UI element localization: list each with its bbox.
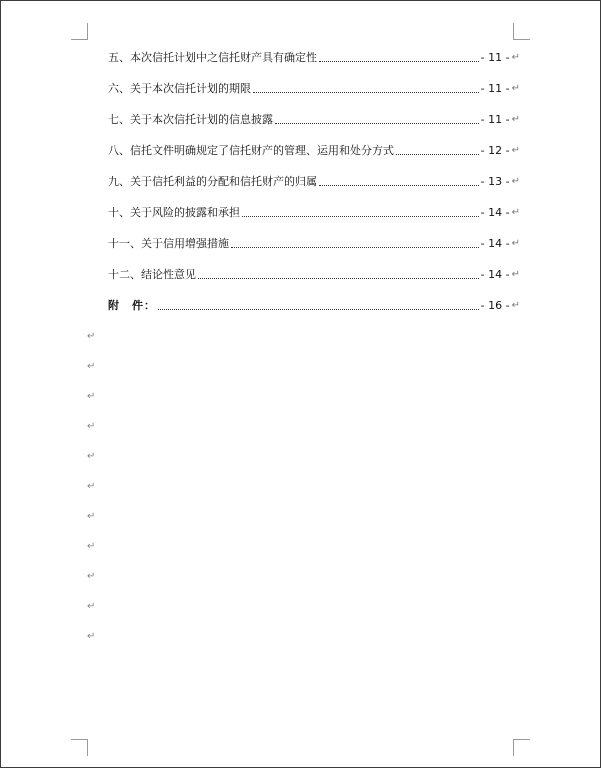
toc-leader: [231, 246, 479, 248]
paragraph-mark: ↵: [511, 83, 520, 94]
toc-entry-title: 六、关于本次信托计划的期限: [108, 82, 251, 95]
toc-entry-title: 十二、结论性意见: [108, 268, 196, 281]
toc-entry-title: 十、关于风险的披露和承担: [108, 206, 240, 219]
toc-entry-page: - 14 -: [480, 268, 510, 281]
paragraph-mark: ↵: [511, 114, 520, 125]
toc-leader: [319, 184, 479, 186]
toc-entry-appendix[interactable]: [108, 297, 520, 313]
paragraph-mark: ↵: [511, 176, 520, 187]
toc-leader: [158, 308, 479, 310]
toc-entry[interactable]: [108, 235, 520, 251]
toc-leader: [396, 153, 479, 155]
paragraph-mark: ↵: [511, 145, 520, 156]
toc-entry-title: 九、关于信托利益的分配和信托财产的归属: [108, 175, 317, 188]
paragraph-mark[interactable]: ↵: [87, 511, 96, 522]
toc-leader: [253, 91, 479, 93]
toc-entry[interactable]: [108, 142, 520, 158]
toc-entry[interactable]: [108, 204, 520, 220]
toc-leader: [242, 215, 479, 217]
toc-entry-page: - 14 -: [480, 206, 510, 219]
toc-entry-page: - 11 -: [480, 82, 510, 95]
toc-entry[interactable]: [108, 266, 520, 282]
paragraph-mark[interactable]: ↵: [87, 331, 96, 342]
toc-entry-page: - 11 -: [480, 51, 510, 64]
margin-corner-top-right: [513, 23, 530, 40]
margin-corner-top-left: [71, 23, 88, 40]
paragraph-mark[interactable]: ↵: [87, 451, 96, 462]
toc-entry-page: - 16 -: [480, 299, 510, 312]
paragraph-mark[interactable]: ↵: [87, 391, 96, 402]
paragraph-mark[interactable]: ↵: [87, 361, 96, 372]
toc-entry-page: - 11 -: [480, 113, 510, 126]
paragraph-mark[interactable]: ↵: [87, 421, 96, 432]
margin-corner-bottom-left: [71, 739, 88, 756]
paragraph-mark[interactable]: ↵: [87, 481, 96, 492]
toc-entry-page: - 13 -: [480, 175, 510, 188]
paragraph-mark: ↵: [511, 207, 520, 218]
paragraph-mark: ↵: [511, 238, 520, 249]
paragraph-mark[interactable]: ↵: [87, 631, 96, 642]
toc-entry[interactable]: [108, 49, 520, 65]
paragraph-mark: ↵: [511, 300, 520, 311]
toc-entry-title: 八、信托文件明确规定了信托财产的管理、运用和处分方式: [108, 144, 394, 157]
toc-leader: [275, 122, 479, 124]
toc-entry-page: - 12 -: [480, 144, 510, 157]
toc-entry-page: - 14 -: [480, 237, 510, 250]
paragraph-mark[interactable]: ↵: [87, 541, 96, 552]
toc-entry-title: 七、关于本次信托计划的信息披露: [108, 113, 273, 126]
toc-entry[interactable]: [108, 173, 520, 189]
toc-entry-title: 五、本次信托计划中之信托财产具有确定性: [108, 51, 317, 64]
toc-entry-title: 附 件：: [108, 299, 156, 312]
toc-entry-title: 十一、关于信用增强措施: [108, 237, 229, 250]
toc-entry[interactable]: [108, 80, 520, 96]
paragraph-mark[interactable]: ↵: [87, 601, 96, 612]
toc-leader: [319, 60, 479, 62]
paragraph-mark[interactable]: ↵: [87, 571, 96, 582]
margin-corner-bottom-right: [513, 739, 530, 756]
paragraph-mark: ↵: [511, 269, 520, 280]
toc-leader: [198, 277, 479, 279]
paragraph-mark: ↵: [511, 52, 520, 63]
toc-entry[interactable]: [108, 111, 520, 127]
